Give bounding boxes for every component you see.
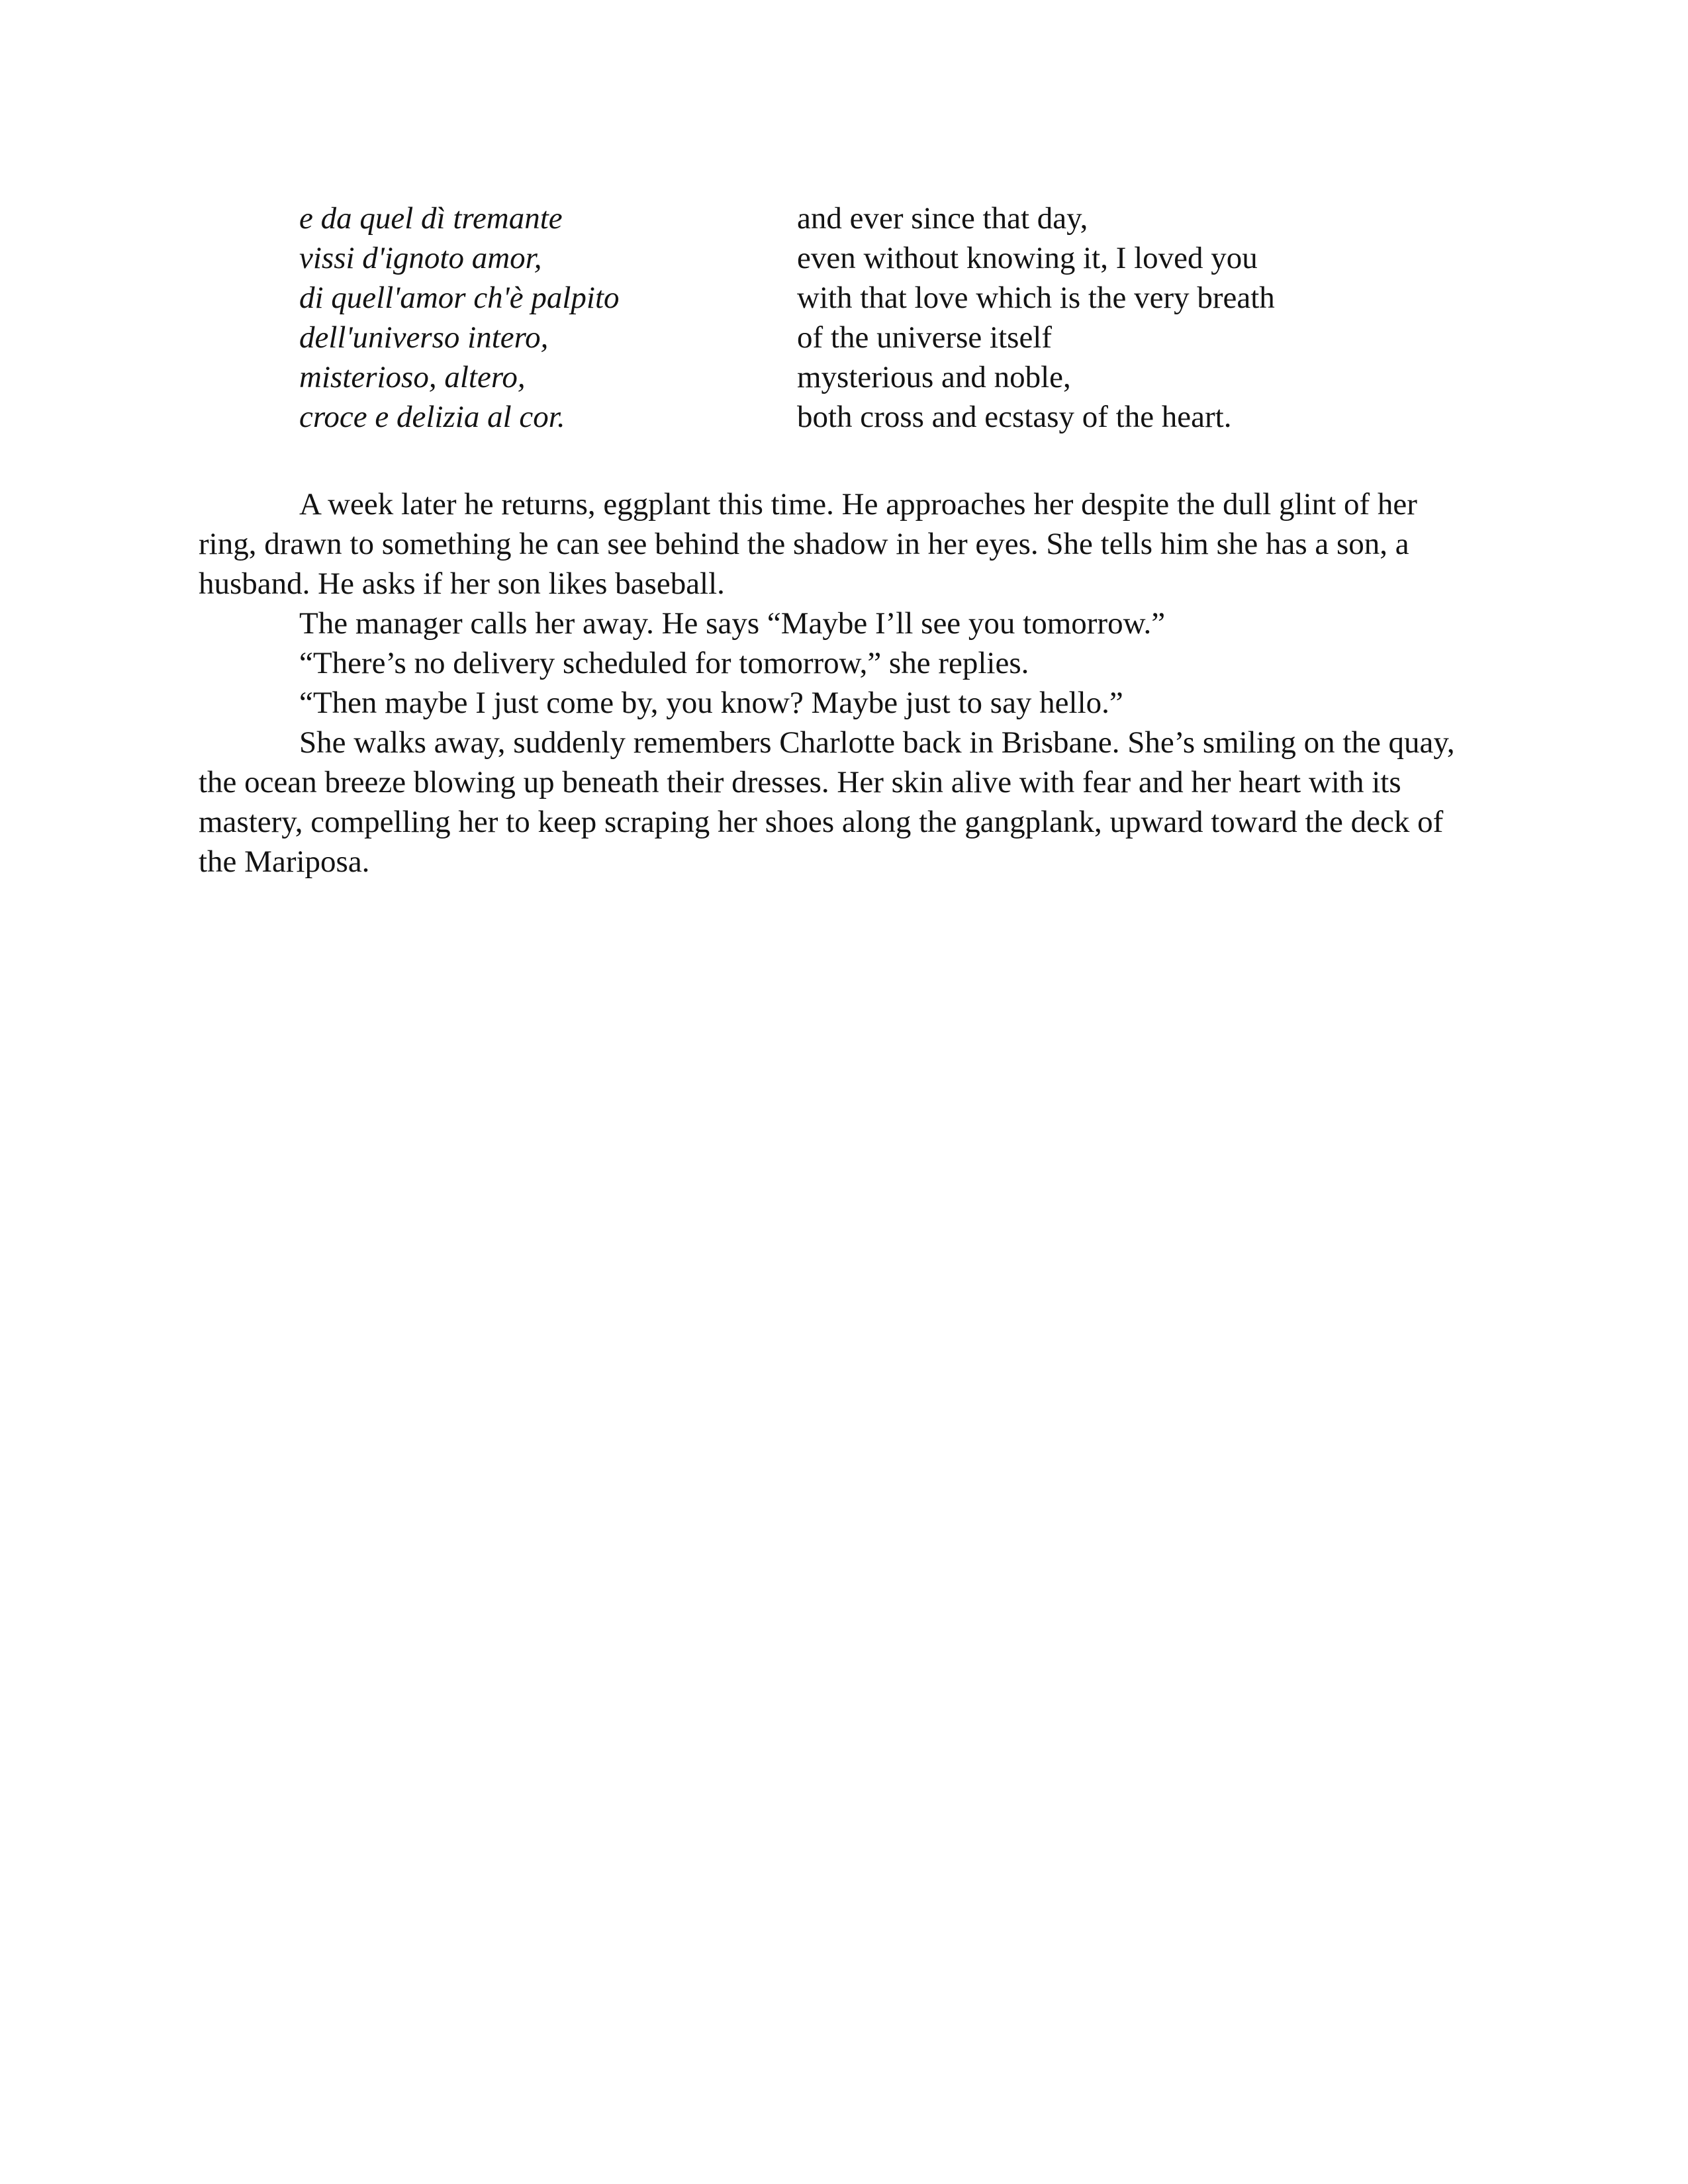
poem-block — [299, 199, 1476, 437]
poem-italian-column — [299, 199, 797, 437]
poem-italian-line: di quell'amor ch'è palpito — [299, 281, 620, 315]
poem-italian-line: e da quel dì tremante — [299, 201, 563, 236]
paragraph: The manager calls her away. He says “Maybe I’ll see you tomorrow.” — [299, 606, 1166, 641]
poem-english-line: with that love which is the very breath — [797, 281, 1275, 315]
poem-english-line: and ever since that day, — [797, 201, 1088, 236]
paragraph: A week later he returns, eggplant this time. He approaches her despite the dull glint of her ring, drawn to something he can see behind the shadow in her eyes. She tells him she has a son, a husband. He asks if her son likes baseball. — [199, 487, 1417, 601]
poem-english-line: mysterious and noble, — [797, 360, 1071, 394]
paragraph: “Then maybe I just come by, you know? Maybe just to say hello.” — [299, 686, 1123, 720]
poem-italian-line: croce e delizia al cor. — [299, 400, 565, 434]
prose-block — [199, 484, 1476, 882]
paragraph: She walks away, suddenly remembers Charlotte back in Brisbane. She’s smiling on the quay, the ocean breeze blowing up beneath their dresses. Her skin alive with fear and her heart with its mastery, compelling her to keep scraping her shoes along the gangplank, upward toward the deck of the Mariposa. — [199, 725, 1455, 879]
poem-italian-line: misterioso, altero, — [299, 360, 526, 394]
poem-english-line: of the universe itself — [797, 320, 1053, 355]
poem-italian-line: vissi d'ignoto amor, — [299, 241, 542, 275]
poem-english-column — [797, 199, 1476, 437]
poem-italian-line: dell'universo intero, — [299, 320, 549, 355]
poem-english-line: both cross and ecstasy of the heart. — [797, 400, 1232, 434]
paragraph: “There’s no delivery scheduled for tomorrow,” she replies. — [299, 646, 1029, 680]
poem-english-line: even without knowing it, I loved you — [797, 241, 1258, 275]
